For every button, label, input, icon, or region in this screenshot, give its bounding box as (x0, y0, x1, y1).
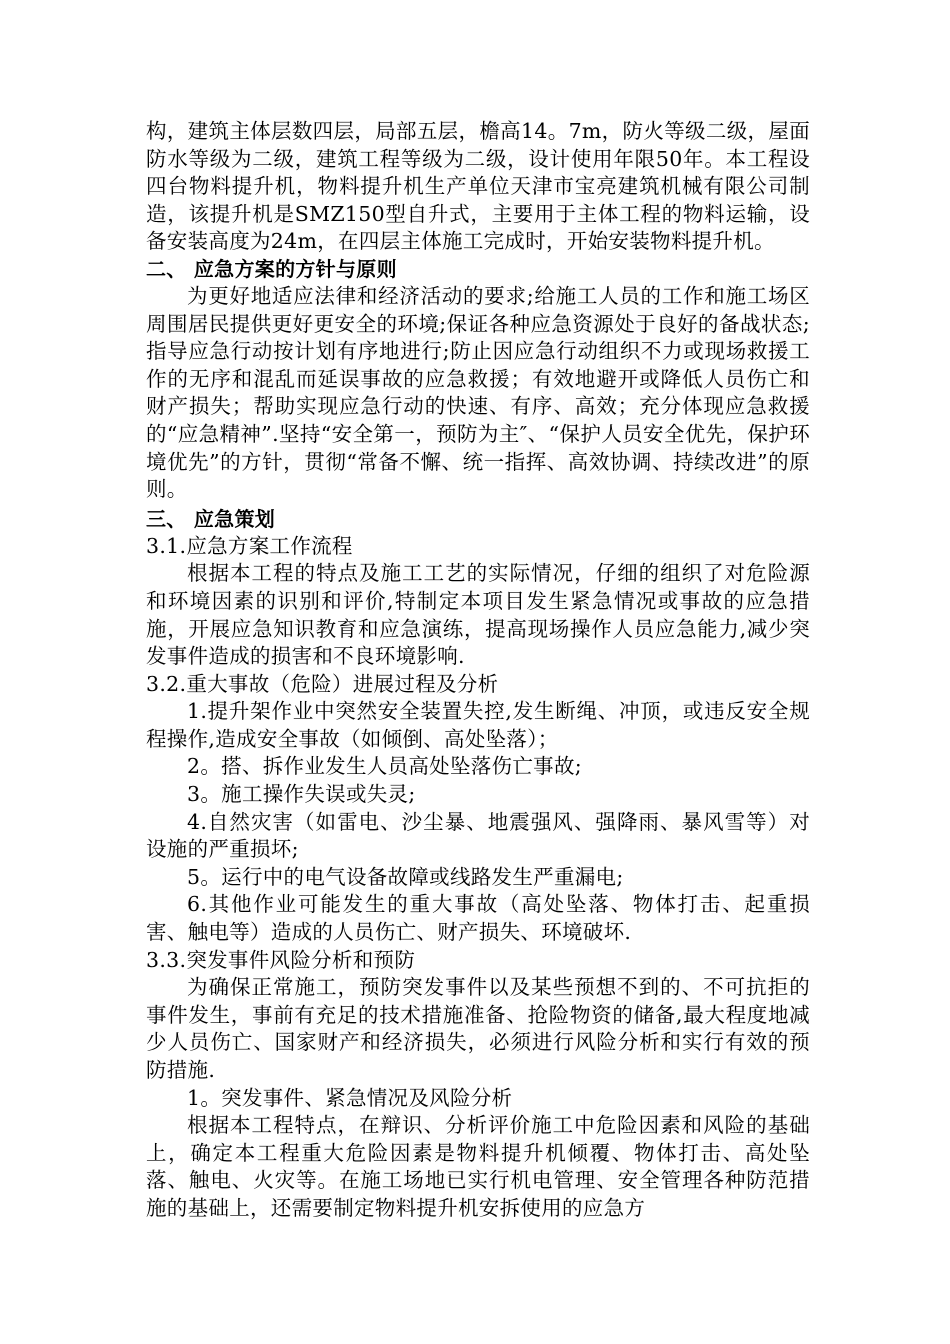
list-item: 1.提升架作业中突然安全装置失控,发生断绳、冲顶，或违反安全规程操作,造成安全事故（如倾倒、高处坠落）； (146, 699, 810, 751)
intro-paragraph: 构，建筑主体层数四层，局部五层，檐高14。7m，防火等级二级，屋面防水等级为二级，建筑工程等级为二级，设计使用年限50年。本工程设四台物料提升机，物料提升机生产单位天津市宝亮建筑机械有限公司制造，该提升机是SMZ150型自升式，主要用于主体工程的物料运输，设备安装高度为24m，在四层主体施工完成时，开始安装物料提升机。 (146, 119, 810, 254)
list-item: 2。搭、拆作业发生人员高处坠落伤亡事故; (187, 754, 582, 779)
list-item: 6.其他作业可能发生的重大事故（高处坠落、物体打击、起重损害、触电等）造成的人员伤亡、财产损失、环境破坏. (146, 892, 810, 945)
list-item: 3。施工操作失误或失灵; (187, 782, 416, 807)
subsection-3-3-title: 3.3.突发事件风险分析和预防 (146, 947, 416, 972)
section-3-heading: 三、 应急策划 (146, 506, 276, 531)
subsection-3-3-item-1: 1。突发事件、紧急情况及风险分析 (187, 1085, 513, 1110)
subsection-3-1-paragraph: 根据本工程的特点及施工工艺的实际情况，仔细的组织了对危险源和环境因素的识别和评价,特制定本项目发生紧急情况或事故的应急措施，开展应急知识教育和应急演练，提高现场操作人员应急能力,减少突发事件造成的损害和不良环境影响. (146, 561, 810, 669)
subsection-3-2-title: 3.2.重大事故（危险）进展过程及分析 (146, 671, 499, 696)
document-body (146, 118, 810, 1223)
section-2-paragraph: 为更好地适应法律和经济活动的要求;给施工人员的工作和施工场区周围居民提供更好更安全的环境;保证各种应急资源处于良好的备战状态;指导应急行动按计划有序地进行;防止因应急行动组织不力或现场救援工作的无序和混乱而延误事故的应急救援；有效地避开或降低人员伤亡和财产损失；帮助实现应急行动的快速、有序、高效；充分体现应急救援的“应急精神”.坚持“安全第一，预防为主″、“保护人员安全优先，保护环境优先”的方针，贯彻“常备不懈、统一指挥、高效协调、持续改进”的原则。 (146, 283, 810, 502)
section-2-heading: 二、 应急方案的方针与原则 (146, 256, 397, 281)
subsection-3-1-title: 3.1.应急方案工作流程 (146, 533, 353, 558)
subsection-3-3-paragraph-2: 根据本工程特点，在辩识、分析评价施工中危险因素和风险的基础上，确定本工程重大危险因素是物料提升机倾覆、物体打击、高处坠落、触电、火灾等。在施工场地已实行机电管理、安全管理各种防范措施的基础上，还需要制定物料提升机安拆使用的应急方 (146, 1113, 810, 1220)
subsection-3-3-paragraph: 为确保正常施工，预防突发事件以及某些预想不到的、不可抗拒的事件发生，事前有充足的技术措施准备、抢险物资的储备,最大程度地减少人员伤亡、国家财产和经济损失，必须进行风险分析和实行有效的预防措施. (146, 975, 810, 1082)
list-item: 4.自然灾害（如雷电、沙尘暴、地震强风、强降雨、暴风雪等）对设施的严重损坏; (146, 809, 810, 862)
list-item: 5。运行中的电气设备故障或线路发生严重漏电; (187, 864, 624, 889)
